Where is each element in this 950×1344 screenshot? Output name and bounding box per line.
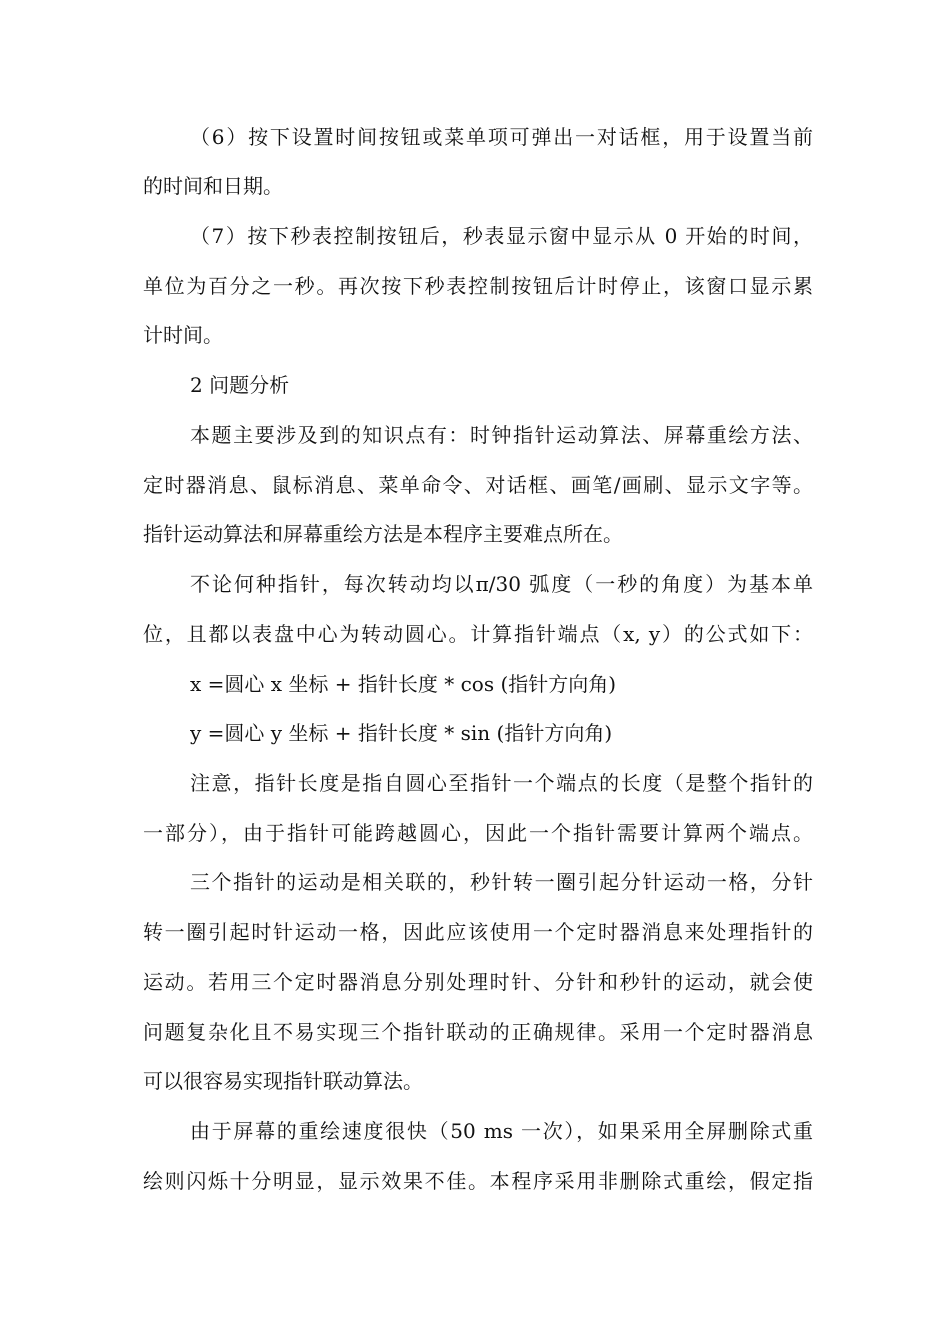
- section-heading: 2 问题分析: [190, 373, 290, 397]
- text-line: 运动。若用三个定时器消息分别处理时针、分针和秒针的运动，就会使: [143, 970, 813, 994]
- text-line: 一部分），由于指针可能跨越圆心，因此一个指针需要计算两个端点。: [143, 821, 813, 845]
- text-line: 绘则闪烁十分明显，显示效果不佳。本程序采用非删除式重绘，假定指: [143, 1169, 813, 1193]
- text-line: 三个指针的运动是相关联的，秒针转一圈引起分针运动一格，分针: [190, 870, 813, 894]
- text-line: 注意，指针长度是指自圆心至指针一个端点的长度（是整个指针的: [190, 771, 813, 795]
- text-line: （6）按下设置时间按钮或菜单项可弹出一对话框，用于设置当前: [190, 125, 813, 149]
- text-line: 计时间。: [143, 323, 223, 347]
- text-line: 问题复杂化且不易实现三个指针联动的正确规律。采用一个定时器消息: [143, 1020, 813, 1044]
- text-line: 位，且都以表盘中心为转动圆心。计算指针端点（x, y）的公式如下：: [143, 622, 813, 646]
- text-line: 由于屏幕的重绘速度很快（50 ms 一次），如果采用全屏删除式重: [190, 1119, 813, 1143]
- text-line: 的时间和日期。: [143, 174, 283, 198]
- text-line: 可以很容易实现指针联动算法。: [143, 1069, 423, 1093]
- text-line: 单位为百分之一秒。再次按下秒表控制按钮后计时停止，该窗口显示累: [143, 274, 813, 298]
- formula-line: x =圆心 x 坐标 + 指针长度 * cos (指针方向角): [190, 672, 617, 696]
- formula-line: y =圆心 y 坐标 + 指针长度 * sin (指针方向角): [190, 721, 613, 745]
- text-line: 本题主要涉及到的知识点有：时钟指针运动算法、屏幕重绘方法、: [190, 423, 813, 447]
- text-line: 转一圈引起时针运动一格，因此应该使用一个定时器消息来处理指针的: [143, 920, 813, 944]
- text-line: （7）按下秒表控制按钮后，秒表显示窗中显示从 0 开始的时间，: [190, 224, 813, 248]
- text-line: 指针运动算法和屏幕重绘方法是本程序主要难点所在。: [143, 522, 623, 546]
- text-line: 不论何种指针，每次转动均以π/30 弧度（一秒的角度）为基本单: [190, 572, 813, 596]
- text-line: 定时器消息、鼠标消息、菜单命令、对话框、画笔/画刷、显示文字等。: [143, 473, 813, 497]
